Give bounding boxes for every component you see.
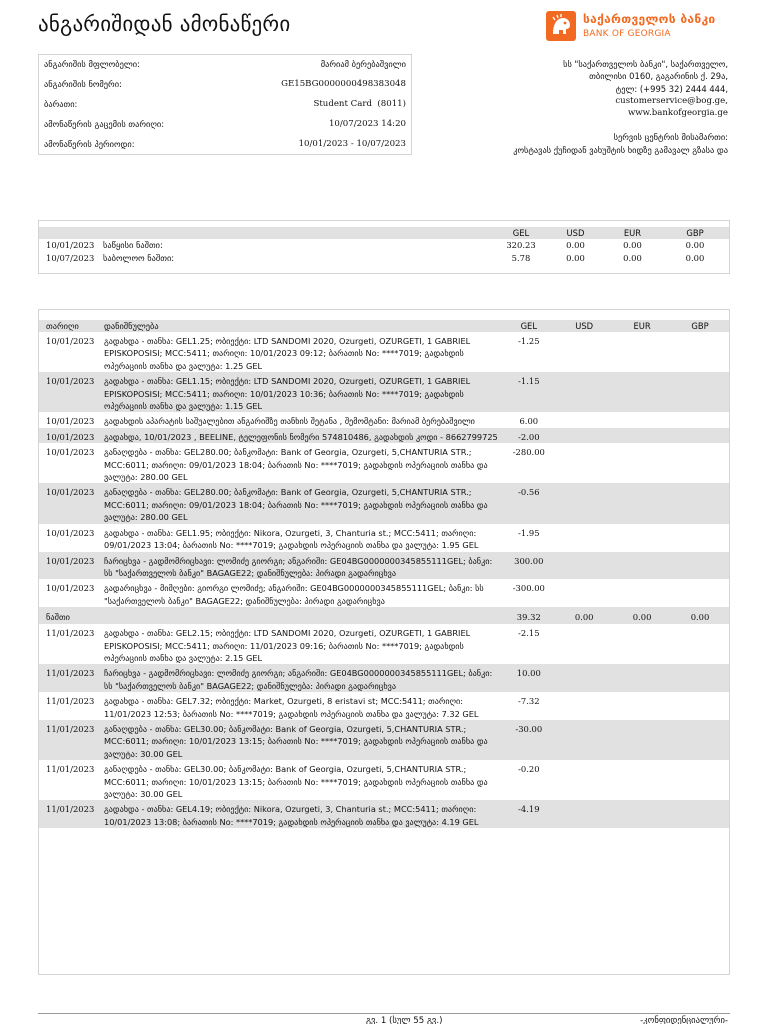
tx-amount-usd bbox=[555, 692, 613, 720]
tx-amount-eur bbox=[613, 664, 671, 692]
bank-email: customerservice@bog.ge, bbox=[615, 95, 728, 106]
info-label: ამონაწერის გაცემის თარიღი: bbox=[44, 119, 165, 129]
tx-amount-gel: -0.20 bbox=[518, 764, 540, 775]
service-center-address: კოსტავას ქუჩიდან ვახუშტის ხიდზე გამავალ გზასა და bbox=[513, 144, 728, 155]
bank-address-line: სს "საქართველოს ბანკი", საქართველო, bbox=[563, 59, 728, 69]
table-row bbox=[39, 720, 729, 760]
tx-amount-eur bbox=[613, 428, 671, 443]
balance-date: 10/07/2023 bbox=[46, 253, 95, 263]
tx-col-gbp: GBP bbox=[691, 321, 709, 331]
balance-header-row bbox=[39, 227, 729, 239]
info-label: ბარათი: bbox=[44, 99, 78, 109]
balance-date: 10/01/2023 bbox=[46, 240, 95, 250]
tx-date: 11/01/2023 bbox=[39, 720, 101, 760]
confidential-label: -კონფიდენციალური- bbox=[640, 1016, 728, 1024]
tx-amount-gel: -1.15 bbox=[502, 372, 555, 412]
account-number-value: GE15BG0000000498383048 bbox=[281, 79, 406, 89]
tx-date: 10/01/2023 bbox=[39, 483, 101, 523]
balance-col-gbp: GBP bbox=[686, 228, 704, 238]
table-row bbox=[39, 332, 729, 372]
subtotal-balance-row bbox=[39, 607, 729, 624]
tx-description: გადახდა, 10/01/2023 , BEELINE, ტელეფონის ნომერი 574810486, გადახდის კოდი - 8662799725 bbox=[101, 428, 502, 443]
tx-amount-eur bbox=[613, 800, 671, 828]
tx-amount-gbp bbox=[671, 524, 729, 552]
tx-amount-gel: 6.00 bbox=[519, 416, 539, 427]
tx-amount-gel: -4.19 bbox=[502, 800, 555, 828]
balance-usd: 0.00 bbox=[566, 253, 585, 263]
tx-amount-gbp bbox=[671, 428, 729, 443]
tx-date: 10/01/2023 bbox=[46, 336, 95, 346]
tx-amount-gbp bbox=[671, 692, 729, 720]
balance-col-label bbox=[100, 227, 495, 239]
transactions-panel bbox=[38, 309, 730, 975]
tx-description: გადახდა - თანხა: GEL1.25; ობიექტი: LTD SANDOMI 2020, Ozurgeti, OZURGETI, 1 GABRIEL EPISKOPOSISI; MCC:5411; თარიღი: 10/01/2023 09:12; ბარათის No: ****7019; გადახდის ოპერაციის თანხა და ვალუტა: 1.25 GEL bbox=[103, 336, 471, 371]
tx-amount-eur bbox=[613, 483, 671, 523]
tx-amount-usd bbox=[555, 579, 613, 607]
balance-summary-panel bbox=[38, 220, 730, 274]
bank-logo-subtitle: BANK OF GEORGIA bbox=[583, 29, 671, 39]
tx-amount-gbp: 0.00 bbox=[671, 607, 729, 624]
bank-of-georgia-lion-icon bbox=[545, 10, 577, 42]
tx-amount-gbp bbox=[671, 552, 729, 580]
tx-amount-usd bbox=[555, 412, 613, 427]
account-holder-row bbox=[44, 55, 406, 71]
tx-amount-eur: 0.00 bbox=[613, 607, 671, 624]
tx-amount-eur bbox=[613, 692, 671, 720]
tx-amount-eur bbox=[613, 412, 671, 427]
page-number: გვ. 1 (სულ 55 გვ.) bbox=[366, 1016, 443, 1024]
tx-date: 11/01/2023 bbox=[46, 764, 95, 775]
transactions-header-row bbox=[39, 320, 729, 332]
tx-description: გადახდა - თანხა: GEL7.32; ობიექტი: Market, Ozurgeti, 8 eristavi st; MCC:5411; თარიღი: 11/01/2023 12:53; ბარათის No: ****7019; გადახდის ოპერაციის თანხა და ვალუტა: 7.32 GEL bbox=[103, 696, 479, 719]
tx-amount-usd bbox=[555, 664, 613, 692]
tx-amount-gel: -300.00 bbox=[512, 583, 545, 594]
bank-website: www.bankofgeorgia.ge bbox=[627, 108, 728, 119]
tx-date: 10/01/2023 bbox=[46, 527, 95, 538]
tx-amount-eur bbox=[613, 624, 671, 664]
tx-amount-gel: -1.95 bbox=[518, 527, 540, 538]
tx-amount-gbp bbox=[671, 664, 729, 692]
tx-description: გადახდის აპარატის საშუალებით ანგარიშზე თანხის შეტანა , შემომტანი: მარიამ ბერებაშვილი bbox=[103, 416, 475, 427]
tx-amount-usd bbox=[555, 443, 613, 483]
period-row bbox=[44, 135, 406, 151]
account-number-row bbox=[44, 75, 406, 91]
balance-label: საწყისი ნაშთი: bbox=[103, 240, 163, 250]
bank-logo bbox=[545, 10, 735, 46]
tx-amount-eur bbox=[613, 760, 671, 800]
tx-description: განაღდება - თანხა: GEL280.00; ბანკომატი: Bank of Georgia, Ozurgeti, 5,CHANTURIA STR.; MCC:6011; თარიღი: 09/01/2023 18:04; ბარათის No: ****7019; გადახდის ოპერაციის თანხა და ვალუტა: 280.00 GEL bbox=[103, 447, 488, 483]
tx-description bbox=[101, 607, 502, 624]
tx-amount-usd bbox=[555, 552, 613, 580]
balance-gbp: 0.00 bbox=[685, 253, 705, 263]
table-row bbox=[39, 428, 729, 443]
tx-amount-gel: 39.32 bbox=[502, 607, 555, 624]
page-title: ანგარიშიდან ამონაწერი bbox=[38, 12, 291, 36]
balance-col-date bbox=[39, 227, 100, 239]
tx-amount-gbp bbox=[671, 372, 729, 412]
tx-col-gel: GEL bbox=[520, 321, 538, 331]
tx-amount-usd bbox=[555, 800, 613, 828]
issue-date-value: 10/07/2023 14:20 bbox=[328, 119, 406, 129]
tx-amount-usd bbox=[555, 760, 613, 800]
period-value: 10/01/2023 - 10/07/2023 bbox=[298, 139, 406, 149]
transactions-body bbox=[39, 332, 729, 828]
bank-phone: ტელ: (+995 32) 2444 444, bbox=[615, 83, 728, 94]
balance-eur: 0.00 bbox=[623, 253, 642, 263]
tx-date: 10/01/2023 bbox=[39, 428, 101, 443]
tx-amount-gel: -0.56 bbox=[502, 483, 555, 523]
tx-amount-gel: -7.32 bbox=[518, 696, 540, 707]
tx-col-date: თარიღი bbox=[46, 321, 79, 331]
tx-description: განაღდება - თანხა: GEL30.00; ბანკომატი: Bank of Georgia, Ozurgeti, 5,CHANTURIA STR.; MCC:6011; თარიღი: 10/01/2023 13:15; ბარათის No: ****7019; გადახდის ოპერაციის თანხა და ვალუტა: 30.00 GEL bbox=[103, 764, 488, 799]
table-row bbox=[39, 692, 729, 720]
balance-col-gel: GEL bbox=[512, 228, 530, 238]
opening-balance-row bbox=[39, 239, 729, 252]
tx-amount-gbp bbox=[671, 800, 729, 828]
tx-amount-gel: 300.00 bbox=[502, 552, 555, 580]
tx-amount-eur bbox=[613, 372, 671, 412]
tx-description: გადახდა - თანხა: GEL2.15; ობიექტი: LTD SANDOMI 2020, Ozurgeti, OZURGETI, 1 GABRIEL EPISKOPOSISI; MCC:5411; თარიღი: 11/01/2023 09:16; ბარათის No: ****7019; გადახდის ოპერაციის თანხა და ვალუტა: 2.15 GEL bbox=[103, 628, 471, 663]
tx-amount-gel: -2.00 bbox=[502, 428, 555, 443]
table-row bbox=[39, 483, 729, 523]
balance-label: საბოლოო ნაშთი: bbox=[103, 253, 175, 263]
tx-amount-gbp bbox=[671, 443, 729, 483]
tx-amount-gbp bbox=[671, 483, 729, 523]
account-holder-value: მარიამ ბერებაშვილი bbox=[320, 59, 406, 69]
tx-date: 11/01/2023 bbox=[46, 696, 95, 707]
tx-amount-usd: 0.00 bbox=[555, 607, 613, 624]
tx-amount-eur bbox=[613, 552, 671, 580]
table-row bbox=[39, 579, 729, 607]
tx-amount-gbp bbox=[671, 624, 729, 664]
tx-date: 10/01/2023 bbox=[46, 447, 95, 458]
bank-logo-name: საქართველოს ბანკი bbox=[583, 12, 716, 26]
tx-description: გადახდა - თანხა: GEL4.19; ობიექტი: Nikora, Ozurgeti, 3, Chanturia st.; MCC:5411; თარიღი: 10/01/2023 13:08; ბარათის No: ****7019; გადახდის ოპერაციის თანხა და ვალუტა: 4.19 GEL bbox=[101, 800, 502, 828]
balance-gel: 5.78 bbox=[511, 253, 531, 263]
table-row bbox=[39, 800, 729, 828]
account-info-panel bbox=[38, 54, 412, 155]
tx-amount-eur bbox=[613, 579, 671, 607]
info-label: ანგარიშის მფლობელი: bbox=[44, 59, 140, 69]
tx-amount-gel: 10.00 bbox=[502, 664, 555, 692]
table-row bbox=[39, 372, 729, 412]
balance-table bbox=[39, 227, 729, 265]
tx-amount-gbp bbox=[671, 332, 729, 372]
balance-usd: 0.00 bbox=[566, 240, 585, 250]
tx-amount-gbp bbox=[671, 760, 729, 800]
balance-col-eur: EUR bbox=[623, 228, 642, 238]
tx-amount-gel: -280.00 bbox=[512, 447, 545, 458]
closing-balance-row bbox=[39, 252, 729, 265]
table-row bbox=[39, 624, 729, 664]
transactions-table bbox=[39, 320, 729, 828]
tx-date: 11/01/2023 bbox=[39, 664, 101, 692]
bank-contact-block bbox=[428, 58, 728, 156]
issue-date-row bbox=[44, 115, 406, 131]
tx-amount-gel: -1.25 bbox=[518, 336, 540, 346]
tx-amount-usd bbox=[555, 720, 613, 760]
tx-col-usd: USD bbox=[575, 321, 594, 331]
card-row bbox=[44, 95, 406, 111]
tx-amount-gel: -2.15 bbox=[518, 628, 540, 639]
balance-gel: 320.23 bbox=[506, 240, 536, 250]
tx-amount-usd bbox=[555, 483, 613, 523]
table-row bbox=[39, 412, 729, 427]
table-row bbox=[39, 664, 729, 692]
tx-amount-usd bbox=[555, 524, 613, 552]
tx-amount-gbp bbox=[671, 720, 729, 760]
tx-description: გადახდა - თანხა: GEL1.95; ობიექტი: Nikora, Ozurgeti, 3, Chanturia st.; MCC:5411; თარიღი: 09/01/2023 13:04; ბარათის No: ****7019; გადახდის ოპერაციის თანხა და ვალუტა: 1.95 GEL bbox=[103, 527, 479, 551]
tx-description: გადახდა - თანხა: GEL1.15; ობიექტი: LTD SANDOMI 2020, Ozurgeti, OZURGETI, 1 GABRIEL EPISKOPOSISI; MCC:5411; თარიღი: 10/01/2023 10:36; ბარათის No: ****7019; გადახდის ოპერაციის თანხა და ვალუტა: 1.15 GEL bbox=[101, 372, 502, 412]
tx-amount-usd bbox=[555, 428, 613, 443]
tx-amount-usd bbox=[555, 372, 613, 412]
card-value: Student Card (8011) bbox=[313, 99, 406, 109]
tx-date: 11/01/2023 bbox=[46, 628, 95, 639]
tx-amount-gbp bbox=[671, 579, 729, 607]
tx-date: 10/01/2023 bbox=[39, 372, 101, 412]
balance-col-usd: USD bbox=[566, 228, 585, 238]
tx-description: განაღდება - თანხა: GEL280.00; ბანკომატი: Bank of Georgia, Ozurgeti, 5,CHANTURIA STR.; MCC:6011; თარიღი: 09/01/2023 18:04; ბარათის No: ****7019; გადახდის ოპერაციის თანხა და ვალუტა: 280.00 GEL bbox=[101, 483, 502, 523]
tx-amount-gel: -30.00 bbox=[502, 720, 555, 760]
balance-gbp: 0.00 bbox=[685, 240, 705, 250]
tx-amount-usd bbox=[555, 624, 613, 664]
balance-eur: 0.00 bbox=[623, 240, 642, 250]
info-label: ამონაწერის პერიოდი: bbox=[44, 139, 135, 149]
tx-description: გადარიცხვა - მიმღები: გიორგი ლომიძე; ანგარიში: GE04BG0000000345855111GEL; ბანკი: სს "საქართველოს ბანკი" BAGAGE22; დანიშნულება: პირადი გადარიცხვა bbox=[103, 583, 484, 606]
tx-description: ჩარიცხვა - გადმომრიცხავი: ლომიძე გიორგი; ანგარიში: GE04BG0000000345855111GEL; ბანკი: სს "საქართველოს ბანკი" BAGAGE22; დანიშნულება: პირადი გადარიცხვა bbox=[101, 664, 502, 692]
tx-date: ნაშთი bbox=[39, 607, 101, 624]
tx-col-eur: EUR bbox=[633, 321, 651, 331]
tx-date: 10/01/2023 bbox=[39, 552, 101, 580]
tx-amount-eur bbox=[613, 524, 671, 552]
tx-amount-eur bbox=[613, 720, 671, 760]
tx-amount-usd bbox=[555, 332, 613, 372]
tx-amount-gbp bbox=[671, 412, 729, 427]
tx-date: 11/01/2023 bbox=[39, 800, 101, 828]
tx-description: ჩარიცხვა - გადმომრიცხავი: ლომიძე გიორგი; ანგარიში: GE04BG0000000345855111GEL; ბანკი: სს "საქართველოს ბანკი" BAGAGE22; დანიშნულება: პირადი გადარიცხვა bbox=[101, 552, 502, 580]
table-row bbox=[39, 552, 729, 580]
tx-col-description: დანიშნულება bbox=[103, 321, 159, 331]
service-center-title: სერვის ცენტრის მისამართი: bbox=[613, 132, 728, 143]
table-row bbox=[39, 524, 729, 552]
tx-description: განაღდება - თანხა: GEL30.00; ბანკომატი: Bank of Georgia, Ozurgeti, 5,CHANTURIA STR.; MCC:6011; თარიღი: 10/01/2023 13:15; ბარათის No: ****7019; გადახდის ოპერაციის თანხა და ვალუტა: 30.00 GEL bbox=[101, 720, 502, 760]
table-row bbox=[39, 760, 729, 800]
bank-address-line: თბილისი 0160, გაგარინის ქ. 29ა, bbox=[589, 71, 728, 82]
tx-date: 10/01/2023 bbox=[46, 416, 95, 427]
tx-amount-eur bbox=[613, 443, 671, 483]
tx-date: 10/01/2023 bbox=[46, 583, 95, 594]
info-label: ანგარიშის ნომერი: bbox=[44, 79, 122, 89]
footer-divider bbox=[38, 1013, 730, 1014]
tx-amount-eur bbox=[613, 332, 671, 372]
table-row bbox=[39, 443, 729, 483]
